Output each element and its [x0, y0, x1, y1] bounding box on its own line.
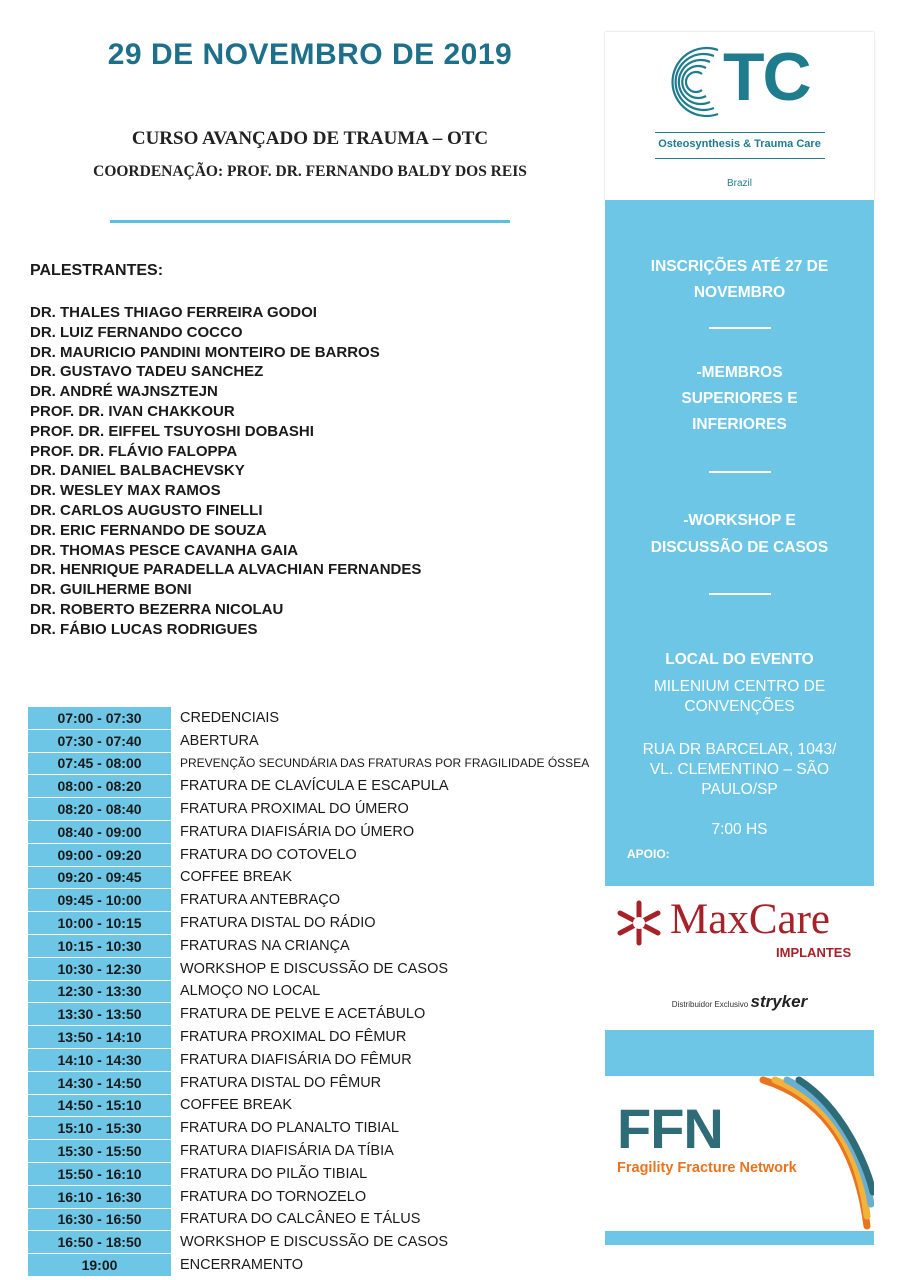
- speaker-name: DR. GUILHERME BONI: [30, 581, 192, 599]
- otc-line-top: [655, 132, 825, 133]
- otc-logo: [605, 32, 874, 200]
- schedule-row: [28, 1231, 589, 1254]
- schedule-activity: FRATURA DIAFISÁRIA DO FÊMUR: [180, 1051, 412, 1068]
- schedule-row: [28, 912, 589, 935]
- speaker-name: DR. MAURICIO PANDINI MONTEIRO DE BARROS: [30, 343, 380, 361]
- course-title: CURSO AVANÇADO DE TRAUMA – OTC: [131, 128, 489, 149]
- schedule-activity: FRATURA DIAFISÁRIA DA TÍBIA: [180, 1143, 394, 1160]
- schedule-time: 09:45 - 10:00: [28, 889, 171, 912]
- schedule-activity: FRATURA ANTEBRAÇO: [180, 892, 341, 909]
- venue-line-2: CONVENÇÕES: [684, 698, 795, 715]
- schedule-time: 15:50 - 16:10: [28, 1162, 171, 1185]
- schedule-activity: CREDENCIAIS: [180, 710, 280, 727]
- schedule-activity: FRATURA PROXIMAL DO ÚMERO: [180, 801, 409, 818]
- panel-separator: [709, 327, 771, 329]
- speaker-name: DR. GUSTAVO TADEU SANCHEZ: [30, 363, 264, 381]
- schedule-row: [28, 934, 589, 957]
- limbs-line-3: INFERIORES: [692, 416, 787, 433]
- event-date: 29 DE NOVEMBRO DE 2019: [107, 38, 513, 71]
- speaker-name: DR. ANDRÉ WAJNSZTEJN: [30, 383, 218, 401]
- otc-letters: TC: [723, 39, 810, 115]
- speaker-name: DR. ERIC FERNANDO DE SOUZA: [30, 521, 267, 539]
- event-time: 7:00 HS: [711, 821, 768, 838]
- schedule-time: 09:20 - 09:45: [28, 866, 171, 889]
- registration-line-1: INSCRIÇÕES ATÉ 27 DE: [650, 258, 829, 275]
- schedule-time: 10:30 - 12:30: [28, 957, 171, 980]
- schedule-row: [28, 1026, 589, 1049]
- schedule-activity: ABERTURA: [180, 732, 259, 749]
- schedule-activity: FRATURA DISTAL DO FÊMUR: [180, 1074, 382, 1091]
- panel-separator: [709, 593, 771, 595]
- schedule-activity: FRATURA DISTAL DO RÁDIO: [180, 915, 376, 932]
- schedule-row: [28, 1094, 589, 1117]
- speaker-name: PROF. DR. EIFFEL TSUYOSHI DOBASHI: [30, 422, 314, 440]
- speaker-name: DR. DANIEL BALBACHEVSKY: [30, 462, 245, 480]
- address-line-1: RUA DR BARCELAR, 1043/: [642, 741, 837, 758]
- schedule-time: 14:10 - 14:30: [28, 1048, 171, 1071]
- schedule-row: [28, 1162, 589, 1185]
- schedule-row: [28, 843, 589, 866]
- schedule-time: 14:30 - 14:50: [28, 1071, 171, 1094]
- schedule-row: [28, 775, 589, 798]
- schedule-activity: WORKSHOP E DISCUSSÃO DE CASOS: [180, 960, 449, 977]
- schedule-row: [28, 889, 589, 912]
- info-panel: [605, 200, 874, 886]
- schedule-activity: PREVENÇÃO SECUNDÁRIA DAS FRATURAS POR FRAGILIDADE ÓSSEA: [180, 756, 590, 771]
- schedule-row: [28, 1048, 589, 1071]
- speaker-name: DR. ROBERTO BEZERRA NICOLAU: [30, 600, 284, 618]
- schedule-activity: FRATURA DIAFISÁRIA DO ÚMERO: [180, 823, 415, 840]
- schedule-time: 07:00 - 07:30: [28, 707, 171, 729]
- maxcare-subtitle: IMPLANTES: [776, 945, 852, 960]
- speaker-name: PROF. DR. IVAN CHAKKOUR: [30, 402, 235, 420]
- schedule-time: 16:10 - 16:30: [28, 1185, 171, 1208]
- address-line-3: PAULO/SP: [701, 781, 778, 798]
- schedule-row: [28, 798, 589, 821]
- speakers-title: PALESTRANTES:: [30, 262, 164, 279]
- support-label: APOIO:: [627, 847, 670, 861]
- schedule-row: [28, 1208, 589, 1231]
- schedule-time: 08:40 - 09:00: [28, 820, 171, 843]
- ffn-bottom-bar: [605, 1231, 874, 1245]
- ffn-swoosh-icon: [755, 1076, 874, 1231]
- schedule-time: 08:00 - 08:20: [28, 775, 171, 798]
- speakers-list: [30, 303, 421, 640]
- ffn-logo: [605, 1076, 874, 1231]
- schedule-time: 15:30 - 15:50: [28, 1140, 171, 1163]
- schedule-time: 07:45 - 08:00: [28, 752, 171, 775]
- schedule-table: [28, 707, 589, 1277]
- stryker-line: [605, 992, 874, 1012]
- limbs-line-1: -MEMBROS: [696, 364, 783, 381]
- schedule-time: 15:10 - 15:30: [28, 1117, 171, 1140]
- maxcare-logo: [612, 895, 874, 975]
- workshop-line-2: DISCUSSÃO DE CASOS: [650, 539, 829, 556]
- ffn-top-bar: [605, 1030, 874, 1076]
- speaker-name: DR. THALES THIAGO FERREIRA GODOI: [30, 304, 317, 321]
- schedule-row: [28, 1117, 589, 1140]
- schedule-activity: ALMOÇO NO LOCAL: [180, 983, 321, 1000]
- otc-subtitle: Osteosynthesis & Trauma Care: [658, 138, 821, 150]
- schedule-activity: COFFEE BREAK: [180, 1097, 292, 1114]
- schedule-activity: FRATURA DO COTOVELO: [180, 846, 357, 863]
- schedule-time: 10:15 - 10:30: [28, 934, 171, 957]
- schedule-time: 10:00 - 10:15: [28, 912, 171, 935]
- schedule-activity: FRATURA DO CALCÂNEO E TÁLUS: [180, 1211, 421, 1228]
- schedule-row: [28, 1071, 589, 1094]
- ffn-letters: FFN: [617, 1097, 723, 1160]
- address-line-2: VL. CLEMENTINO – SÃO: [649, 761, 830, 778]
- speaker-name: PROF. DR. FLÁVIO FALOPPA: [30, 442, 238, 460]
- schedule-row: [28, 707, 589, 729]
- speaker-name: DR. THOMAS PESCE CAVANHA GAIA: [30, 541, 299, 559]
- schedule-activity: FRATURA PROXIMAL DO FÊMUR: [180, 1029, 407, 1046]
- speaker-name: DR. FÁBIO LUCAS RODRIGUES: [30, 620, 258, 638]
- maxcare-name: MaxCare: [670, 896, 830, 943]
- schedule-time: 16:30 - 16:50: [28, 1208, 171, 1231]
- schedule-row: [28, 957, 589, 980]
- schedule-activity: ENCERRAMENTO: [180, 1257, 303, 1274]
- ffn-subtitle: Fragility Fracture Network: [617, 1160, 797, 1176]
- schedule-row: [28, 1140, 589, 1163]
- coordination: COORDENAÇÃO: PROF. DR. FERNANDO BALDY DOS REIS: [93, 163, 527, 180]
- schedule-activity: COFFEE BREAK: [180, 869, 292, 886]
- schedule-time: 07:30 - 07:40: [28, 729, 171, 752]
- schedule-activity: FRATURA DE CLAVÍCULA E ESCAPULA: [180, 778, 449, 795]
- schedule-row: [28, 1185, 589, 1208]
- panel-separator: [709, 471, 771, 473]
- otc-circles-icon: [660, 42, 730, 122]
- schedule-time: 08:20 - 08:40: [28, 798, 171, 821]
- schedule-time: 13:30 - 13:50: [28, 1003, 171, 1026]
- schedule-activity: FRATURA DE PELVE E ACETÁBULO: [180, 1006, 426, 1023]
- schedule-row: [28, 752, 589, 775]
- schedule-row: [28, 866, 589, 889]
- schedule-time: 09:00 - 09:20: [28, 843, 171, 866]
- stryker-prefix: Distribuidor Exclusivo: [671, 1000, 749, 1009]
- schedule-row: [28, 820, 589, 843]
- otc-line-bottom: [655, 158, 825, 159]
- otc-country: Brazil: [726, 178, 752, 189]
- schedule-activity: FRATURA DO PILÃO TIBIAL: [180, 1165, 368, 1182]
- venue-line-1: MILENIUM CENTRO DE: [653, 678, 826, 695]
- schedule-activity: WORKSHOP E DISCUSSÃO DE CASOS: [180, 1234, 449, 1251]
- schedule-time: 14:50 - 15:10: [28, 1094, 171, 1117]
- schedule-activity: FRATURAS NA CRIANÇA: [180, 937, 350, 954]
- schedule-row: [28, 729, 589, 752]
- stryker-logo: stryker: [750, 992, 808, 1011]
- schedule-time: 19:00: [28, 1254, 171, 1277]
- speaker-name: DR. LUIZ FERNANDO COCCO: [30, 323, 243, 341]
- schedule-row: [28, 1254, 589, 1277]
- schedule-row: [28, 1003, 589, 1026]
- registration-line-2: NOVEMBRO: [693, 284, 786, 301]
- divider: [110, 220, 510, 223]
- schedule-time: 16:50 - 18:50: [28, 1231, 171, 1254]
- speaker-name: DR. HENRIQUE PARADELLA ALVACHIAN FERNANDES: [30, 561, 422, 579]
- schedule-time: 12:30 - 13:30: [28, 980, 171, 1003]
- schedule-row: [28, 980, 589, 1003]
- schedule-time: 13:50 - 14:10: [28, 1026, 171, 1049]
- speaker-name: DR. WESLEY MAX RAMOS: [30, 482, 221, 500]
- maxcare-star-icon: [614, 899, 664, 947]
- schedule-activity: FRATURA DO TORNOZELO: [180, 1188, 367, 1205]
- venue-title: LOCAL DO EVENTO: [665, 651, 814, 668]
- limbs-line-2: SUPERIORES E: [681, 390, 798, 407]
- workshop-line-1: -WORKSHOP E: [683, 512, 796, 529]
- speaker-name: DR. CARLOS AUGUSTO FINELLI: [30, 501, 263, 519]
- schedule-activity: FRATURA DO PLANALTO TIBIAL: [180, 1120, 399, 1137]
